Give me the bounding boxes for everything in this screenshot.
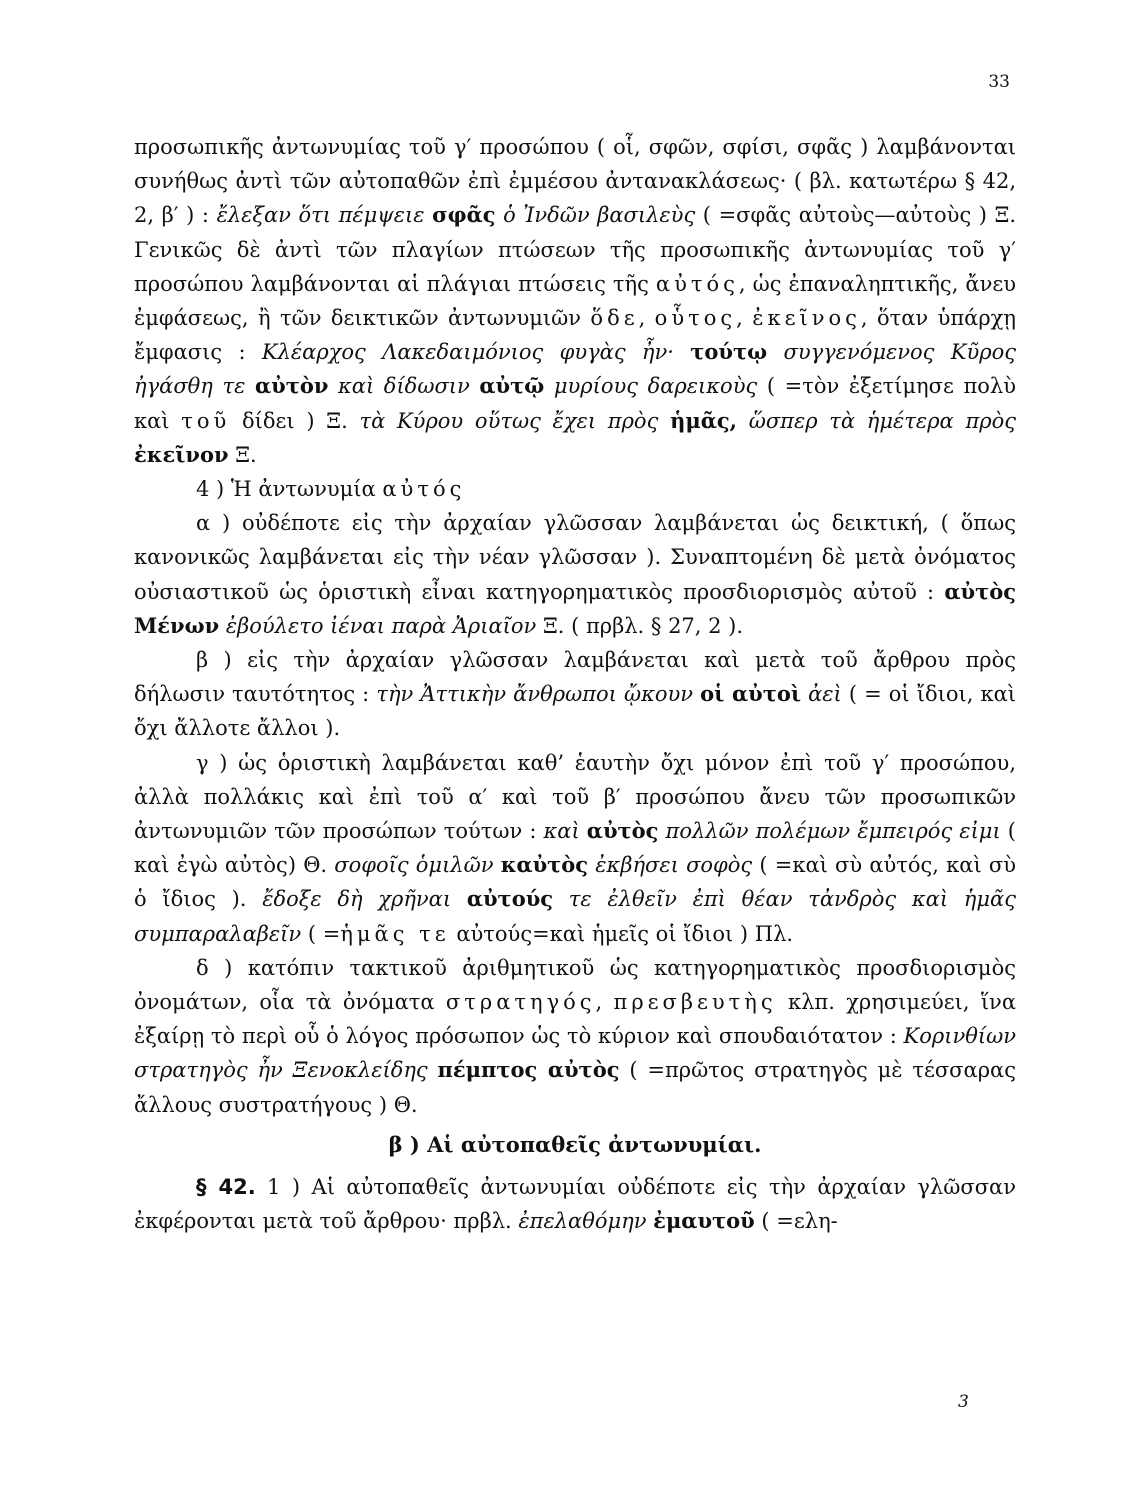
section-mark: § 42. <box>196 1175 256 1200</box>
text-run: ( = οἱ ἴδιοι, καὶ ὄχι ἄλλοτε ἄλλοι ). <box>134 682 1017 741</box>
text-run: Ξ. ( πρβλ. § 27, 2 ). <box>536 613 744 638</box>
text-run: πέμπτος αὐτὸς <box>437 1057 620 1083</box>
text-run: σφᾶς <box>432 202 496 228</box>
text-run: οὗτος <box>654 306 737 331</box>
text-run: α ) οὐδέποτε εἰς τὴν ἀρχαίαν γλῶσσαν λαμβάνεται ὡς δεικτική, ( ὅπως κανονικῶς λαμβάνεται εἰς τὴν νέαν γλῶσσαν ). Συναπτομένη δὲ μετὰ ὀνόματος οὐσιαστικοῦ ὡς ὁριστικὴ εἶναι κατηγορηματικὸς προσδιορισμὸς αὐτοῦ : <box>134 511 1016 604</box>
paragraph-section-42 <box>134 1170 1016 1238</box>
paragraph-gamma <box>134 746 1016 951</box>
text-run: ὁ Ἰνδῶν βασιλεὺς <box>495 203 696 228</box>
text-run: 1 ) Αἱ αὐτοπαθεῖς ἀντωνυμίαι οὐδέποτε εἰς τὴν ἀρχαίαν γλῶσσαν ἐκφέρονται μετὰ τοῦ ἄρθρου· πρβλ. <box>134 1175 1016 1234</box>
text-run: τούτῳ <box>690 339 768 365</box>
text-run: , <box>595 990 614 1015</box>
text-run: Κλέαρχος Λακεδαιμόνιος φυγὰς ἦν· <box>261 340 691 365</box>
text-run: ( =τὸν ἐξετίμησε πολὺ καὶ <box>134 374 1016 433</box>
text-run: στρατηγός <box>445 990 596 1015</box>
text-run: καὐτὸς <box>500 852 589 878</box>
text-run: τὰ Κύρου οὕτως ἔχει πρὸς <box>359 408 671 433</box>
text-run: αὐτὸν <box>254 373 329 399</box>
text-run: αὐτός <box>655 271 739 296</box>
text-run: καὶ <box>543 819 587 844</box>
text-run: τε ἐλθεῖν ἐπὶ θέαν τἀνδρὸς καὶ ἡμᾶς συμπαραλαβεῖν <box>134 887 1016 946</box>
text-run: γ ) ὡς ὁριστικὴ λαμβάνεται καθ’ ἑαυτὴν ὄχι μόνον ἐπὶ τοῦ γ′ προσώπου, ἀλλὰ πολλάκις καὶ ἐπὶ τοῦ α′ καὶ τοῦ β′ προσώπου ἄνευ τῶν προσωπικῶν ἀντωνυμιῶν τῶν προσώπων τούτων : <box>134 750 1016 844</box>
text-run: ( =πρῶτος στρατηγὸς μὲ τέσσαρας ἄλλους συστρατήγους ) Θ. <box>134 1058 1016 1117</box>
paragraph-delta <box>134 951 1016 1122</box>
paragraph-alpha <box>134 506 1016 643</box>
text-run: δ ) κατόπιν τακτικοῦ ἀριθμητικοῦ ὡς κατηγορηματικὸς προσδιορισμὸς ὀνομάτων, οἷα τὰ ὀνόματα <box>134 955 1016 1015</box>
text-run: πρεσβευτὴς <box>613 990 777 1015</box>
text-run: ἐκεῖνος <box>752 306 861 331</box>
text-run: αὐτούς <box>466 886 554 912</box>
page-number: 33 <box>988 72 1010 92</box>
text-run: αὐτὸς Μένων <box>134 578 1016 638</box>
text-run: ( =ελη- <box>754 1209 838 1234</box>
text-run: αὐτούς=καὶ ἡμεῖς οἱ ἴδιοι ) Πλ. <box>449 921 794 946</box>
text-run: μυρίους δαρεικοὺς <box>544 374 758 399</box>
text-run: ( καὶ ἐγὼ αὐτὸς) Θ. <box>134 819 1016 878</box>
paragraph-autos-heading <box>134 472 1016 506</box>
text-run: τὴν Ἀττικὴν ἄνθρωποι ᾤκουν <box>376 682 701 707</box>
text-run: β ) εἰς τὴν ἀρχαίαν γλῶσσαν λαμβάνεται καὶ μετὰ τοῦ ἄρθρου πρὸς δήλωσιν ταυτότητος : <box>134 648 1016 707</box>
text-run: ἐπελαθόμην <box>518 1209 654 1234</box>
text-run: ἐκεῖνον <box>134 441 229 467</box>
text-run: ἐμαυτοῦ <box>653 1208 755 1234</box>
text-run: οἱ αὐτοὶ <box>700 681 802 707</box>
text-run: καὶ δίδωσιν <box>328 374 480 399</box>
section-42-text <box>134 1175 1016 1233</box>
text-run: ἡμᾶς τε <box>340 921 450 946</box>
text-run: ( =καὶ σὺ αὐτός, καὶ σὺ ὁ ἴδιος ). <box>134 853 1016 912</box>
text-run: ( =σφᾶς αὐτοὺς—αὐτοὺς ) Ξ. Γενικῶς δὲ ἀντὶ τῶν πλαγίων πτώσεων τῆς προσωπικῆς ἀντωνυμίας τοῦ γ′ προσώπου λαμβάνονται αἱ πλάγιαι πτώσεις τῆς <box>134 203 1017 296</box>
text-run: πολλῶν πολέμων ἔμπειρός εἰμι <box>658 819 1001 844</box>
text-run: ἔδοξε δὴ χρῆναι <box>262 887 467 912</box>
text-run: Ξ. <box>228 442 257 467</box>
text-run: σοφοῖς ὁμιλῶν <box>334 853 501 878</box>
text-run: αὐτὸς <box>586 818 659 844</box>
text-run: ὥσπερ τὰ ἡμέτερα πρὸς <box>736 408 1016 433</box>
paragraph-pronoun-oblique <box>134 130 1016 472</box>
text-run: ἐκβήσει σοφὸς <box>588 853 753 878</box>
text-run: ἔλεξαν ὅτι πέμψειε <box>216 203 433 228</box>
signature-mark: 3 <box>958 1392 969 1412</box>
text-run: , ὡς ἐπαναληπτικῆς, ἄνευ ἐμφάσεως, ἢ τῶν δεικτικῶν ἀντωνυμιῶν <box>134 271 1016 331</box>
text-run: δίδει ) Ξ. <box>230 408 360 433</box>
text-run: , ὅταν ὑπάρχῃ ἔμφασις : <box>134 306 1016 365</box>
text-run: ( = <box>301 921 341 946</box>
text-run: αὐτός <box>382 477 466 502</box>
text-run: 4 ) Ἡ ἀντωνυμία <box>196 477 383 502</box>
text-run: ὅδε <box>590 306 639 331</box>
page-body <box>134 130 1016 1239</box>
section-heading: β ) Αἱ αὐτοπαθεῖς ἀντωνυμίαι. <box>388 1131 762 1157</box>
text-run: Κορινθίων στρατηγὸς ἦν Ξενοκλείδης <box>134 1024 1016 1083</box>
text-run: ἡμᾶς, <box>670 407 737 433</box>
text-run: , <box>638 306 655 331</box>
text-run: συγγενόμενος Κῦρος ἠγάσθη τε <box>134 340 1016 399</box>
text-run: , <box>736 306 753 331</box>
text-run: κλπ. χρησιμεύει, ἵνα ἐξαίρῃ τὸ περὶ οὗ ὁ λόγος πρόσωπον ὡς τὸ κύριον καὶ σπουδαιότατον : <box>134 990 1016 1049</box>
text-run: προσωπικῆς ἀντωνυμίας τοῦ γ′ προσώπου ( οἷ, σφῶν, σφίσι, σφᾶς ) λαμβάνονται συνήθως ἀντὶ τῶν αὐτοπαθῶν ἐπὶ ἐμμέσου ἀντανακλάσεως· ( βλ. κατωτέρω § 42, 2, β′ ) : <box>134 135 1016 228</box>
text-run: ἐβούλετο ἰέναι παρὰ Ἀριαῖον <box>219 613 537 638</box>
paragraph-beta <box>134 643 1016 746</box>
text-run: αὐτῷ <box>479 373 545 399</box>
text-run: τοῦ <box>181 408 231 433</box>
text-run: ἀεὶ <box>801 682 842 707</box>
